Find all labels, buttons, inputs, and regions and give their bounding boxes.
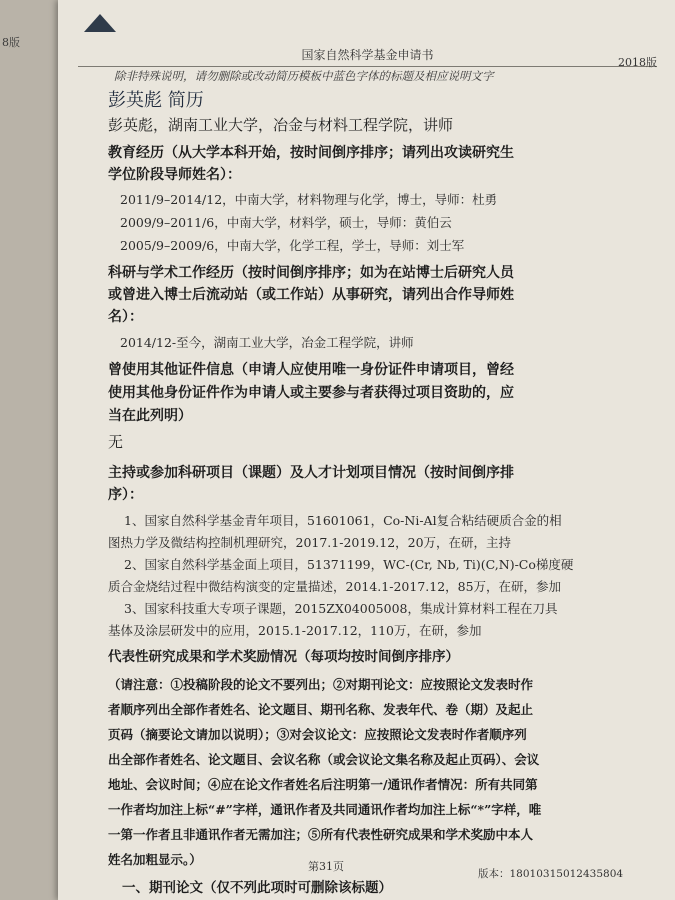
research-experience-entry: 2014/12-至今，湖南工业大学，冶金工程学院，讲师 <box>120 335 414 350</box>
education-heading-line-2: 学位阶段导师姓名）： <box>108 167 241 183</box>
applicant-line: 彭英彪，湖南工业大学，冶金与材料工程学院，讲师 <box>108 116 454 134</box>
project-entry: 2、国家自然科学基金面上项目，51371199，WC-(Cr, Nb, Ti)(C,N)-Co梯度硬 <box>124 557 574 572</box>
achievements-note-line: 者顺序列出全部作者姓名、论文题目、期刊名称、发表年代、卷（期）及起止 <box>108 702 534 717</box>
project-entry-continued: 基体及涂层研发中的应用，2015.1-2017.12，110万，在研，参加 <box>108 623 482 638</box>
previous-page-label: 8版 <box>2 36 20 49</box>
education-heading-line-1: 教育经历（从大学本科开始，按时间倒序排序；请列出攻读研究生 <box>108 145 514 161</box>
achievements-note-line: 地址、会议时间；④应在论文作者姓名后注明第一/通讯作者情况：所有共同第 <box>108 777 538 792</box>
education-entry: 2005/9–2009/6，中南大学，化学工程，学士，导师：刘士军 <box>120 238 465 253</box>
projects-heading-line-1: 主持或参加科研项目（课题）及人才计划项目情况（按时间倒序排 <box>108 465 514 481</box>
journal-papers-heading: 一、期刊论文（仅不列此项时可删除该标题） <box>122 880 392 896</box>
resume-title: 彭英彪 简历 <box>108 90 204 111</box>
research-experience-heading-line-2: 或曾进入博士后流动站（或工作站）从事研究，请列出合作导师姓 <box>108 287 514 303</box>
achievements-note-line: 页码（摘要论文请加以说明）；③对会议论文：应按照论文发表时作者顺序列 <box>108 727 527 742</box>
education-entry: 2011/9–2014/12，中南大学，材料物理与化学，博士，导师：杜勇 <box>120 192 498 207</box>
education-entry: 2009/9–2011/6，中南大学，材料学，硕士，导师：黄伯云 <box>120 215 452 230</box>
header-year: 2018版 <box>618 56 657 69</box>
project-entry: 3、国家科技重大专项子课题，2015ZX04005008，集成计算材料工程在刀具 <box>124 601 558 616</box>
achievements-note-line: 一第一作者且非通讯作者无需加注；⑤所有代表性研究成果和学术奖励中本人 <box>108 827 534 842</box>
version-number: 版本：18010315012435804 <box>478 868 624 880</box>
achievements-note-line: （请注意：①投稿阶段的论文不要列出；②对期刊论文：应按照论文发表时作 <box>108 677 534 692</box>
other-id-value: 无 <box>108 433 124 451</box>
achievements-heading: 代表性研究成果和学术奖励情况（每项均按时间倒序排序） <box>108 649 459 665</box>
instruction-note: 除非特殊说明，请勿删除或改动简历模板中蓝色字体的标题及相应说明文字 <box>114 69 494 83</box>
document-body <box>58 0 675 900</box>
other-id-heading-line-3: 当在此列明） <box>108 408 192 424</box>
achievements-note-line: 一作者均加注上标“#”字样，通讯作者及共同通讯作者均加注上标“*”字样，唯 <box>108 802 542 817</box>
projects-heading-line-2: 序）： <box>108 487 143 503</box>
project-entry: 1、国家自然科学基金青年项目，51601061，Co-Ni-Al复合粘结硬质合金的相 <box>124 513 562 528</box>
research-experience-heading-line-1: 科研与学术工作经历（按时间倒序排序；如为在站博士后研究人员 <box>108 265 514 281</box>
header-title: 国家自然科学基金申请书 <box>301 48 434 62</box>
project-entry-continued: 图热力学及微结构控制机理研究，2017.1-2019.12，20万，在研，主持 <box>108 535 512 550</box>
research-experience-heading-line-3: 名）： <box>108 309 143 325</box>
other-id-heading-line-1: 曾使用其他证件信息（申请人应使用唯一身份证件申请项目，曾经 <box>108 362 514 378</box>
previous-page-edge <box>0 0 60 900</box>
project-entry-continued: 质合金烧结过程中微结构演变的定量描述，2014.1-2017.12，85万，在研，参加 <box>108 579 562 594</box>
page-number: 第31页 <box>308 860 344 873</box>
achievements-note-line: 姓名加粗显示。） <box>108 852 202 867</box>
achievements-note-line: 出全部作者姓名、论文题目、会议名称（或会议论文集名称及起止页码）、会议 <box>108 752 540 767</box>
document-page <box>58 0 675 900</box>
other-id-heading-line-2: 使用其他身份证件作为申请人或主要参与者获得过项目资助的，应 <box>108 385 514 401</box>
